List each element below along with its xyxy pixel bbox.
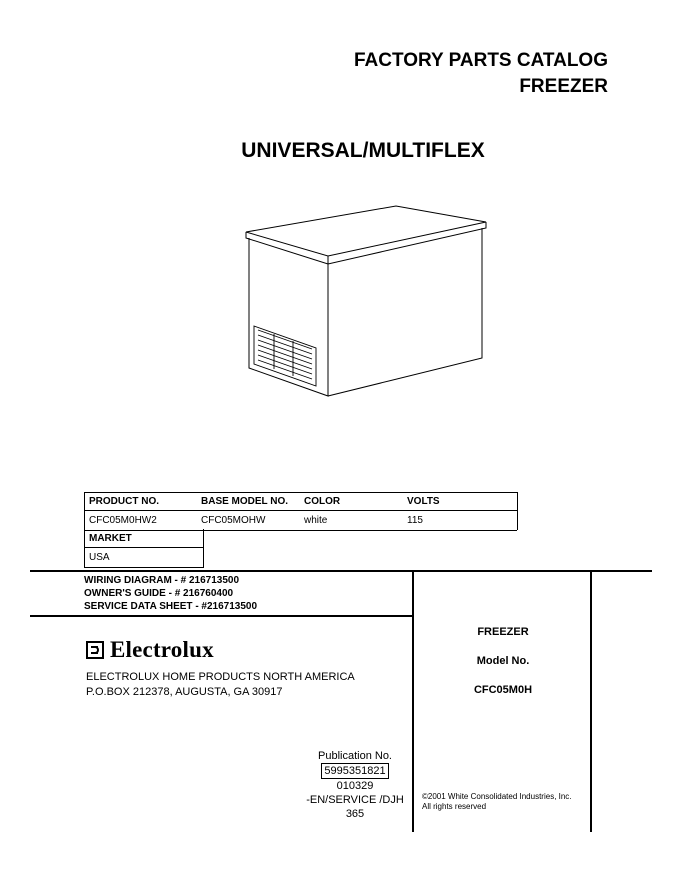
- market-table: [84, 529, 204, 568]
- freezer-illustration: [236, 198, 496, 398]
- copyright-notice: [422, 792, 572, 812]
- owners-guide-ref: OWNER'S GUIDE - # 216760400: [84, 588, 234, 599]
- divider-mid: [30, 615, 412, 617]
- header-market: MARKET: [89, 533, 132, 544]
- header-color: COLOR: [304, 496, 341, 507]
- catalog-title: FACTORY PARTS CATALOG: [353, 50, 608, 71]
- catalog-product-type: FREEZER: [519, 76, 608, 97]
- rights-reserved: All rights reserved: [422, 802, 487, 811]
- wiring-diagram-ref: WIRING DIAGRAM - # 216713500: [84, 575, 240, 586]
- divider-top: [30, 570, 652, 572]
- publication-info: [290, 749, 420, 821]
- vent-grille: [254, 326, 316, 386]
- publication-number: 5995351821: [321, 763, 388, 779]
- catalog-subtitle: UNIVERSAL/MULTIFLEX: [241, 139, 485, 162]
- company-name: ELECTROLUX HOME PRODUCTS NORTH AMERICA: [86, 671, 355, 683]
- product-type: FREEZER: [477, 626, 529, 638]
- document-references: [84, 574, 257, 613]
- company-address: [86, 670, 355, 700]
- spec-table: [84, 492, 518, 530]
- model-number: CFC05M0H: [473, 684, 533, 696]
- copyright-line: ©2001 White Consolidated Industries, Inc.: [422, 792, 572, 801]
- publication-label: Publication No.: [318, 750, 392, 762]
- color-value: white: [304, 515, 328, 526]
- electrolux-logo-icon: [86, 641, 104, 659]
- brand-name: Electrolux: [110, 637, 214, 662]
- volts-value: 115: [407, 515, 423, 526]
- model-panel: [414, 626, 592, 713]
- header-volts: VOLTS: [407, 496, 440, 507]
- publication-date: 010329: [336, 780, 374, 792]
- electrolux-logo: [86, 637, 214, 663]
- publication-code: 365: [345, 808, 365, 820]
- model-label: Model No.: [476, 655, 530, 667]
- header-base-model-no: BASE MODEL NO.: [201, 496, 289, 507]
- base-model-no-value: CFC05MOHW: [201, 515, 266, 526]
- service-data-sheet-ref: SERVICE DATA SHEET - #216713500: [84, 601, 258, 612]
- company-po-box: P.O.BOX 212378, AUGUSTA, GA 30917: [86, 686, 283, 698]
- market-value: USA: [89, 552, 110, 563]
- publication-language: -EN/SERVICE /DJH: [306, 794, 404, 806]
- header-product-no: PRODUCT NO.: [89, 496, 159, 507]
- product-no-value: CFC05M0HW2: [89, 515, 157, 526]
